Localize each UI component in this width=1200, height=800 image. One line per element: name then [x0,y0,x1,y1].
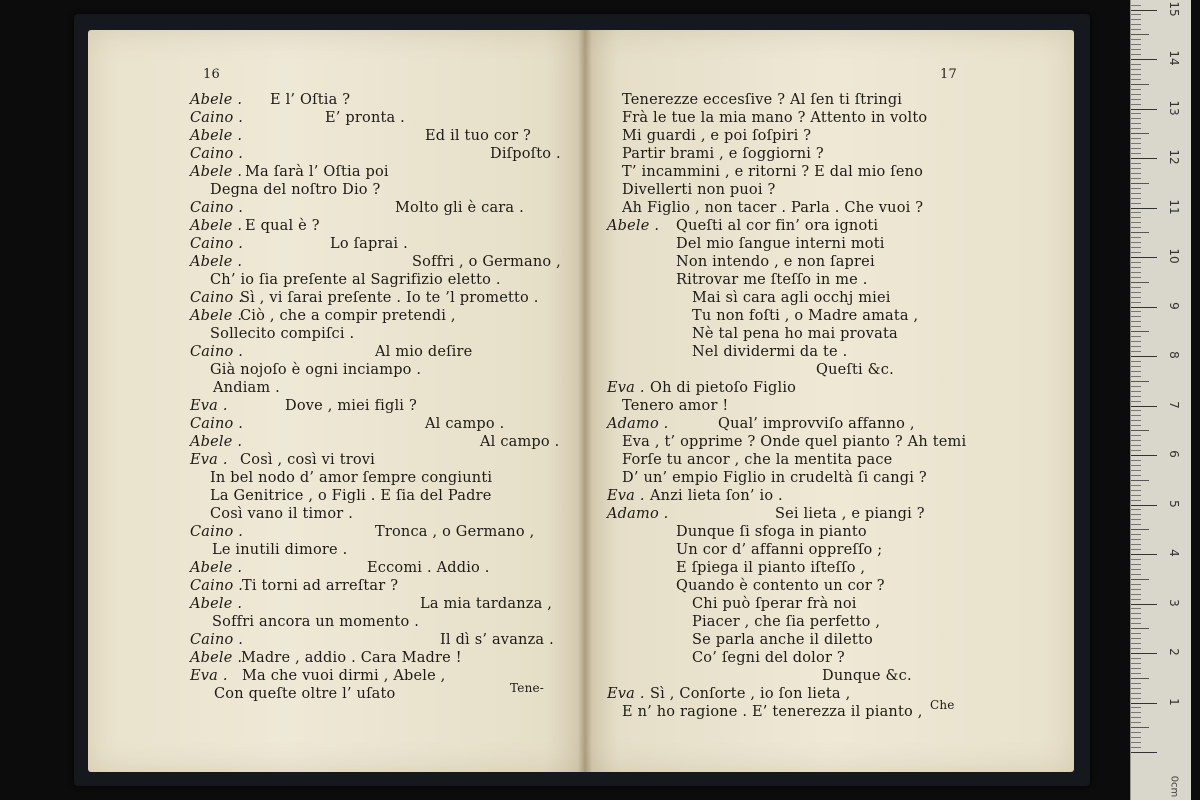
ruler-tick [1131,74,1141,75]
verse-line: Mai sì cara agli occhj miei [692,290,891,306]
verse-line: La Genitrice , o Figli . E ſia del Padre [210,488,492,504]
ruler-tick [1131,336,1141,337]
verse-line: Ed il tuo cor ? [425,128,532,144]
speaker-label: Abele . [190,92,243,108]
ruler-tick [1131,381,1149,382]
ruler-tick [1131,509,1141,510]
ruler-number: 4 [1167,549,1181,557]
verse-line: Tenero amor ! [622,398,729,414]
ruler-tick [1131,54,1141,55]
verse-line: Non intendo , e non ſaprei [676,254,875,270]
ruler-number: 12 [1167,149,1181,165]
verse-line: Ma che vuoi dirmi , Abele , [242,668,446,684]
ruler-tick [1131,514,1141,515]
ruler-tick [1131,39,1141,40]
ruler-tick [1131,742,1141,743]
ruler-tick [1131,331,1149,332]
verse-line: Queſti &c. [816,362,894,378]
ruler-tick [1131,356,1157,357]
ruler-tick [1131,430,1149,431]
speaker-label: Abele . [190,164,243,180]
ruler-tick [1131,668,1141,669]
ruler-tick [1131,747,1141,748]
ruler-tick [1131,623,1141,624]
ruler-tick [1131,410,1141,411]
ruler-tick [1131,148,1141,149]
verse-line: Ah Figlio , non tacer . Parla . Che vuoi ? [622,200,924,216]
ruler-tick [1131,10,1157,11]
ruler-tick [1131,539,1141,540]
ruler-tick [1131,173,1141,174]
speaker-label: Eva . [190,398,228,414]
ruler-tick [1131,401,1141,402]
verse-line: Un cor d’ affanni oppreſſo ; [676,542,883,558]
verse-line: E n’ ho ragione . E’ tenerezza il pianto , [622,704,923,720]
speaker-label: Abele . [190,308,243,324]
ruler-tick [1131,579,1149,580]
speaker-label: Caino . [190,200,244,216]
ruler-tick [1131,529,1149,530]
ruler-tick [1131,99,1141,100]
ruler-tick [1131,128,1141,129]
verse-line: Qual’ improvviſo affanno , [718,416,915,432]
ruler-tick [1131,703,1157,704]
verse-line: Eva , t’ opprime ? Onde quel pianto ? Ah temi [622,434,967,450]
verse-line: Al mio deſire [375,344,473,360]
ruler-tick [1131,495,1141,496]
ruler-tick [1131,643,1141,644]
right-page-number: 17 [940,67,957,82]
verse-line: Forſe tu ancor , che la mentita pace [622,452,893,468]
speaker-label: Caino . [190,110,244,126]
verse-line: Sì , vi ſarai preſente . Io te ’l prometto . [240,290,539,306]
ruler-tick [1131,49,1141,50]
verse-line: Molto gli è cara . [395,200,524,216]
verse-line: Oh di pietoſo Figlio [650,380,797,396]
ruler-tick [1131,628,1149,629]
speaker-label: Caino . [190,236,244,252]
verse-line: Sì , Conſorte , io ſon lieta , [650,686,851,702]
ruler-tick [1131,688,1141,689]
ruler-tick [1131,104,1141,105]
ruler-tick [1131,633,1141,634]
ruler-tick [1131,326,1141,327]
ruler-tick [1131,113,1141,114]
ruler-tick [1131,316,1141,317]
ruler-tick [1131,727,1149,728]
ruler-number: 15 [1167,0,1181,17]
right-catchword: Che [930,698,955,712]
verse-line: Queſti al cor fin’ ora ignoti [676,218,879,234]
ruler-tick [1131,208,1157,209]
ruler-tick [1131,693,1141,694]
ruler-tick [1131,683,1141,684]
ruler-tick [1131,569,1141,570]
ruler-tick [1131,321,1141,322]
ruler-tick [1131,143,1141,144]
speaker-label: Caino . [190,578,244,594]
ruler-tick [1131,307,1157,308]
ruler-tick [1131,594,1141,595]
ruler-tick [1131,658,1141,659]
verse-line: Dunque &c. [822,668,912,684]
verse-line: Così , così vi trovi [240,452,376,468]
ruler-tick [1131,158,1157,159]
ruler-tick [1131,64,1141,65]
speaker-label: Abele . [190,434,243,450]
ruler-tick [1131,698,1141,699]
ruler-tick [1131,361,1141,362]
ruler-tick [1131,500,1141,501]
ruler-number: 7 [1167,400,1181,409]
ruler-tick [1131,490,1141,491]
ruler-tick [1131,485,1141,486]
verse-line: Nè tal pena ho mai provata [692,326,898,342]
ruler-tick [1131,341,1141,342]
verse-line: Frà le tue la mia mano ? Attento in volto [622,110,928,126]
ruler-tick [1131,391,1141,392]
speaker-label: Abele . [607,218,660,234]
ruler-tick [1131,163,1141,164]
ruler-tick [1131,505,1157,506]
ruler-tick [1131,519,1141,520]
ruler-tick [1131,138,1141,139]
verse-line: E qual è ? [245,218,320,234]
verse-line: Dove , miei figli ? [285,398,417,414]
ruler-tick [1131,450,1141,451]
verse-line: Ch’ io ſia preſente al Sagrifizio eletto . [210,272,501,288]
ruler-tick [1131,302,1141,303]
ruler-tick [1131,262,1141,263]
ruler-tick [1131,386,1141,387]
speaker-label: Caino . [190,344,244,360]
ruler-number: 11 [1167,198,1181,215]
ruler-tick [1131,118,1141,119]
ruler-tick [1131,534,1141,535]
left-page-number: 16 [203,67,220,82]
ruler-tick [1131,470,1141,471]
verse-line: Soffri , o Germano , [412,254,561,270]
ruler-tick [1131,252,1141,253]
ruler-tick [1131,198,1141,199]
ruler-tick [1131,247,1141,248]
ruler-tick [1131,465,1141,466]
verse-line: Mi guardi , e poi ſoſpiri ? [622,128,812,144]
speaker-label: Caino . [190,146,244,162]
verse-line: D’ un’ empio Figlio in crudeltà ſi cangi ? [622,470,927,486]
verse-line: Chi può ſperar frà noi [692,596,857,612]
verse-line: T’ incammini , e ritorni ? E dal mio ſeno [622,164,924,180]
ruler-unit-label: 0cm [1168,775,1180,798]
ruler-tick [1131,613,1141,614]
ruler-tick [1131,524,1141,525]
speaker-label: Eva . [607,686,645,702]
verse-line: Piacer , che ſia perfetto , [692,614,881,630]
speaker-label: Eva . [190,452,228,468]
verse-line: Degna del noſtro Dio ? [210,182,381,198]
verse-line: Ciò , che a compir pretendi , [240,308,456,324]
ruler-tick [1131,59,1157,60]
ruler-tick [1131,178,1141,179]
ruler-tick [1131,574,1141,575]
verse-line: Partir brami , e ſoggiorni ? [622,146,824,162]
ruler-number: 10 [1167,248,1181,264]
ruler-number: 9 [1167,301,1181,310]
ruler-tick [1131,237,1141,238]
speaker-label: Eva . [190,668,228,684]
ruler-tick [1131,287,1141,288]
speaker-label: Abele . [190,560,243,576]
verse-line: Ma ſarà l’ Oſtia poi [245,164,389,180]
book-gutter [578,30,592,772]
ruler-tick [1131,257,1157,258]
ruler-tick [1131,267,1141,268]
ruler-tick [1131,732,1141,733]
verse-line: In bel nodo d’ amor ſempre congiunti [210,470,493,486]
verse-line: La mia tardanza , [420,596,553,612]
verse-line: Divellerti non puoi ? [622,182,776,198]
ruler-tick [1131,564,1141,565]
speaker-label: Abele . [190,218,243,234]
ruler-tick [1131,311,1141,312]
ruler-number: 8 [1167,351,1181,359]
ruler-tick [1131,559,1141,560]
ruler-number: 13 [1167,99,1181,116]
ruler-number: 2 [1167,648,1181,656]
ruler-tick [1131,14,1141,15]
speaker-label: Caino . [190,524,244,540]
ruler-tick [1131,19,1141,20]
ruler-tick [1131,420,1141,421]
speaker-label: Caino . [190,416,244,432]
speaker-label: Abele . [190,596,243,612]
ruler-tick [1131,168,1141,169]
ruler-tick [1131,717,1141,718]
ruler-tick [1131,440,1141,441]
ruler-tick [1131,133,1149,134]
verse-line: Il dì s’ avanza . [440,632,554,648]
speaker-label: Caino . [190,632,244,648]
ruler-tick [1131,109,1157,110]
verse-line: Tu non foſti , o Madre amata , [692,308,919,324]
ruler-tick [1131,544,1141,545]
ruler-tick [1131,242,1141,243]
speaker-label: Abele . [190,254,243,270]
verse-line: Ritrovar me ſteſſo in me . [676,272,868,288]
ruler-tick [1131,752,1157,753]
ruler-tick [1131,366,1141,367]
ruler-tick [1131,455,1157,456]
ruler-tick [1131,351,1141,352]
ruler-number: 3 [1167,598,1181,607]
verse-line: Dunque ſi sfoga in pianto [676,524,867,540]
verse-line: Co’ ſegni del dolor ? [692,650,845,666]
ruler-tick [1131,460,1141,461]
ruler-tick [1131,203,1141,204]
measuring-ruler [1130,0,1191,800]
ruler-tick [1131,589,1141,590]
ruler-tick [1131,554,1157,555]
ruler-tick [1131,5,1141,6]
ruler-tick [1131,604,1157,605]
verse-line: Andiam . [213,380,280,396]
ruler-tick [1131,445,1141,446]
ruler-tick [1131,712,1141,713]
ruler-tick [1131,89,1141,90]
ruler-tick [1131,84,1149,85]
ruler-tick [1131,123,1141,124]
verse-line: Al campo . [480,434,560,450]
ruler-tick [1131,396,1141,397]
ruler-number: 6 [1167,450,1181,458]
ruler-tick [1131,648,1141,649]
verse-line: Madre , addio . Cara Madre ! [241,650,462,666]
speaker-label: Eva . [607,380,645,396]
speaker-label: Abele . [190,650,243,666]
ruler-tick [1131,480,1149,481]
verse-line: Al campo . [425,416,505,432]
ruler-tick [1131,584,1141,585]
ruler-tick [1131,371,1141,372]
verse-line: Del mio ſangue interni moti [676,236,885,252]
ruler-tick [1131,435,1141,436]
ruler-tick [1131,346,1141,347]
ruler-tick [1131,34,1149,35]
ruler-tick [1131,183,1149,184]
speaker-label: Adamo . [607,416,669,432]
ruler-tick [1131,737,1141,738]
ruler-tick [1131,227,1141,228]
ruler-tick [1131,415,1141,416]
ruler-tick [1131,653,1157,654]
ruler-tick [1131,406,1157,407]
left-catchword: Tene- [510,681,545,695]
ruler-tick [1131,673,1141,674]
speaker-label: Abele . [190,128,243,144]
ruler-tick [1131,277,1141,278]
verse-line: Quando è contento un cor ? [676,578,885,594]
ruler-tick [1131,376,1141,377]
verse-line: Ti torni ad arreſtar ? [242,578,399,594]
ruler-tick [1131,69,1141,70]
ruler-tick [1131,549,1141,550]
ruler-tick [1131,217,1141,218]
ruler-tick [1131,707,1141,708]
verse-line: Anzi lieta ſon’ io . [650,488,783,504]
ruler-tick [1131,29,1141,30]
verse-line: Sollecito compiſci . [210,326,355,342]
ruler-tick [1131,212,1141,213]
verse-line: Se parla anche il diletto [692,632,873,648]
ruler-tick [1131,608,1141,609]
verse-line: Sei lieta , e piangi ? [775,506,925,522]
verse-line: Eccomi . Addio . [367,560,490,576]
ruler-tick [1131,188,1141,189]
verse-line: Lo ſaprai . [330,236,408,252]
ruler-tick [1131,282,1149,283]
ruler-tick [1131,475,1141,476]
ruler-tick [1131,663,1141,664]
ruler-tick [1131,24,1141,25]
ruler-tick [1131,153,1141,154]
verse-line: Così vano il timor . [210,506,354,522]
verse-line: Tenerezze eccesſive ? Al ſen ti ſtringi [622,92,903,108]
verse-line: Nel dividermi da te . [692,344,848,360]
ruler-tick [1131,94,1141,95]
ruler-tick [1131,425,1141,426]
verse-line: E l’ Oſtia ? [270,92,351,108]
ruler-tick [1131,272,1141,273]
verse-line: Tronca , o Germano , [375,524,535,540]
ruler-tick [1131,222,1141,223]
ruler-tick [1131,232,1149,233]
ruler-tick [1131,618,1141,619]
ruler-tick [1131,638,1141,639]
verse-line: E’ pronta . [325,110,405,126]
ruler-number: 1 [1167,697,1181,706]
ruler-number: 14 [1167,50,1181,66]
ruler-tick [1131,722,1141,723]
verse-line: Con queſte oltre l’ uſato [214,686,396,702]
verse-line: Già nojoſo è ogni inciampo . [210,362,422,378]
speaker-label: Eva . [607,488,645,504]
ruler-number: 5 [1167,499,1181,508]
verse-line: E ſpiega il pianto iſteſſo , [676,560,866,576]
speaker-label: Adamo . [607,506,669,522]
verse-line: Diſpoſto . [490,146,561,162]
ruler-tick [1131,297,1141,298]
ruler-tick [1131,678,1149,679]
verse-line: Le inutili dimore . [212,542,348,558]
verse-line: Soffri ancora un momento . [212,614,420,630]
ruler-tick [1131,292,1141,293]
ruler-tick [1131,44,1141,45]
ruler-tick [1131,599,1141,600]
ruler-tick [1131,79,1141,80]
speaker-label: Caino . [190,290,244,306]
ruler-tick [1131,193,1141,194]
